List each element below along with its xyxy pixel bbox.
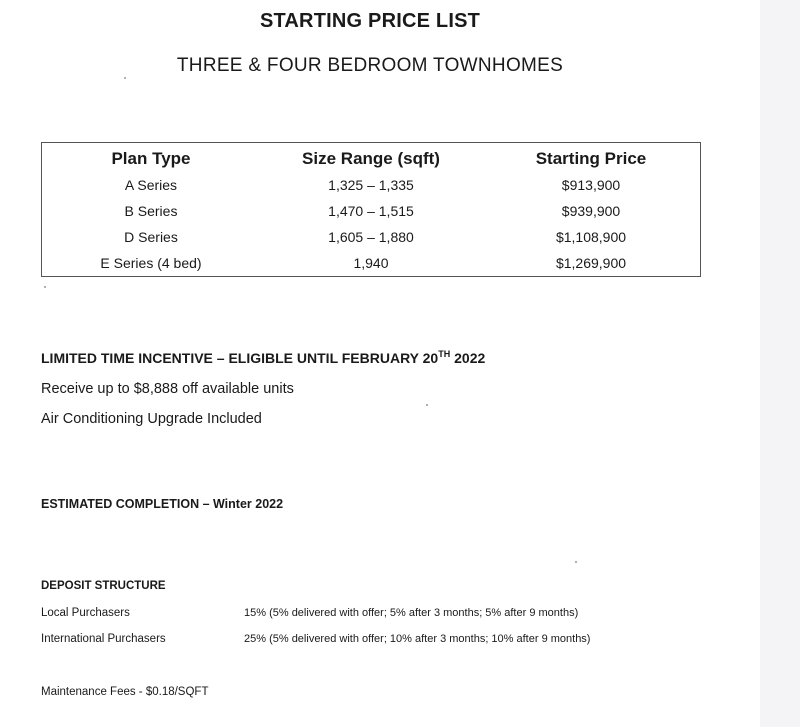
deposit-value-international: 25% (5% delivered with offer; 10% after 3 months; 10% after 9 months) <box>244 633 591 645</box>
incentive-heading-main: LIMITED TIME INCENTIVE – ELIGIBLE UNTIL FEBRUARY 20 <box>41 350 439 366</box>
page-edge-margin <box>760 0 800 727</box>
starting-price-cell: $939,900 <box>561 203 621 219</box>
scan-speck <box>575 561 577 563</box>
table-header-row <box>42 145 700 172</box>
deposit-value-local: 15% (5% delivered with offer; 5% after 3 months; 5% after 9 months) <box>244 607 579 619</box>
table-row <box>42 172 700 198</box>
deposit-label-international: International Purchasers <box>41 633 166 645</box>
starting-price-cell: $1,108,900 <box>555 229 627 245</box>
page-title: STARTING PRICE LIST <box>259 10 481 32</box>
scan-speck <box>426 404 428 406</box>
size-range-cell: 1,940 <box>353 255 389 271</box>
size-range-cell: 1,470 – 1,515 <box>328 203 414 219</box>
deposit-structure-heading: DEPOSIT STRUCTURE <box>41 580 166 592</box>
incentive-ac-line: Air Conditioning Upgrade Included <box>41 411 262 427</box>
scan-speck <box>44 286 46 288</box>
incentive-heading <box>41 349 485 366</box>
size-range-cell: 1,605 – 1,880 <box>328 229 414 245</box>
starting-price-cell: $1,269,900 <box>555 255 627 271</box>
page-subtitle: THREE & FOUR BEDROOM TOWNHOMES <box>176 55 564 76</box>
column-header-starting-price: Starting Price <box>535 148 647 168</box>
size-range-cell: 1,325 – 1,335 <box>328 177 414 193</box>
plan-type-cell: A Series <box>124 177 178 193</box>
price-table <box>41 142 701 277</box>
column-header-size-range: Size Range (sqft) <box>302 148 440 168</box>
estimated-completion: ESTIMATED COMPLETION – Winter 2022 <box>41 497 284 511</box>
table-row <box>42 250 700 276</box>
plan-type-cell: B Series <box>124 203 178 219</box>
incentive-discount-line: Receive up to $8,888 off available units <box>41 381 294 397</box>
incentive-heading-ordinal: TH <box>438 349 451 359</box>
starting-price-cell: $913,900 <box>561 177 621 193</box>
table-row <box>42 224 700 250</box>
deposit-label-local: Local Purchasers <box>41 607 130 619</box>
table-row <box>42 198 700 224</box>
plan-type-cell: E Series (4 bed) <box>100 255 202 271</box>
column-header-plan-type: Plan Type <box>111 148 191 168</box>
maintenance-fees: Maintenance Fees - $0.18/SQFT <box>41 686 209 698</box>
plan-type-cell: D Series <box>124 229 178 245</box>
incentive-heading-year: 2022 <box>450 350 486 366</box>
scan-speck <box>124 77 126 79</box>
